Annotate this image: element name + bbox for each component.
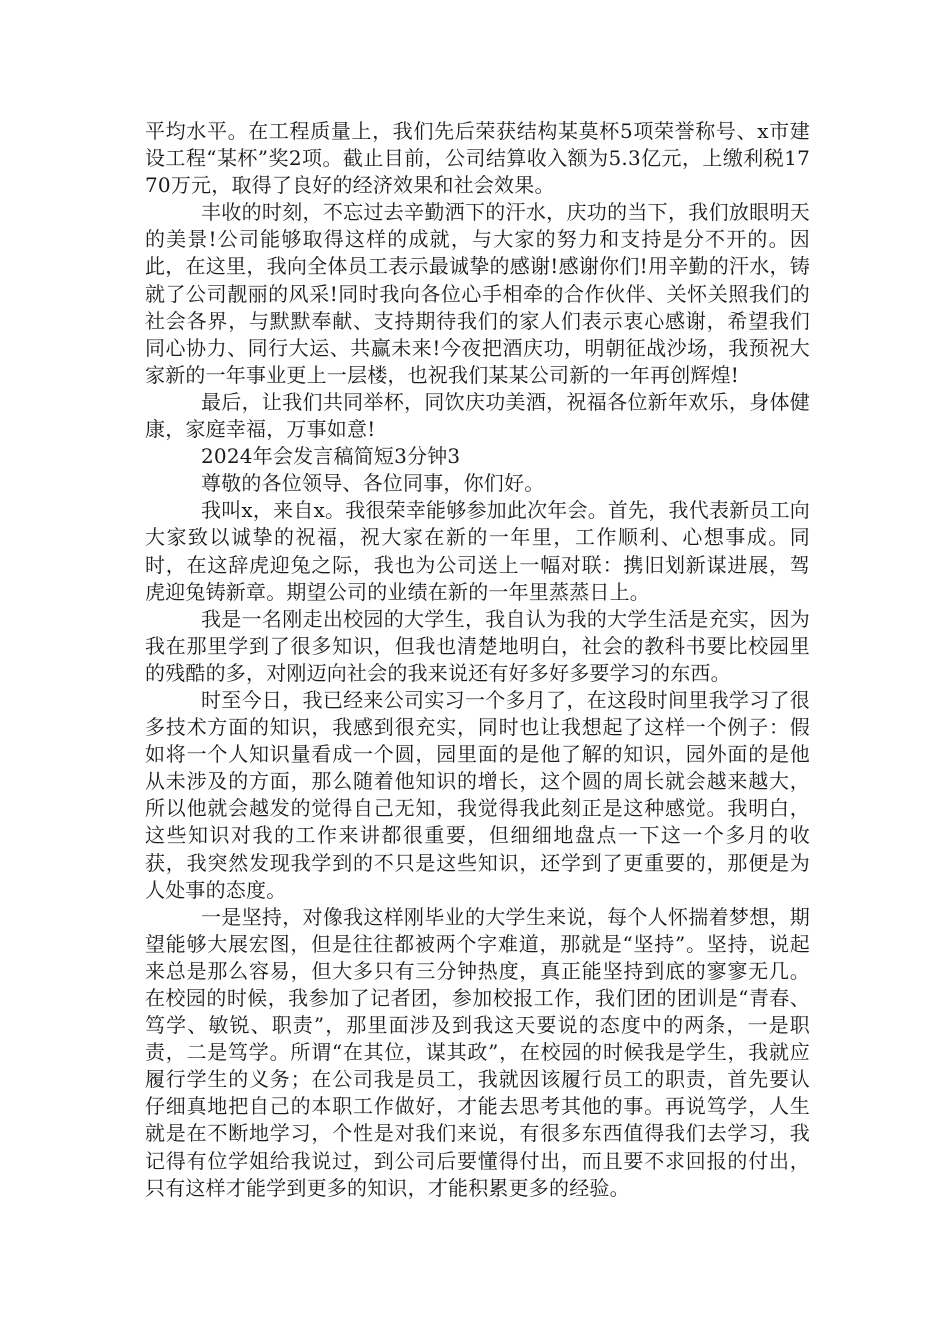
section-heading: 2024年会发言稿简短3分钟3	[201, 444, 461, 469]
paragraph-9: 一是坚持，对像我这样刚毕业的大学生来说，每个人怀揣着梦想，期望能够大展宏图，但是往往都被两个字难道，那就是“坚持”。坚持，说起来总是那么容易，但大多只有三分钟热度，真正能坚持到底的寥寥无几。在校园的时候，我参加了记者团，参加校报工作，我们团的团训是“青春、笃学、敏锐、职责”，那里面涉及到我这天要说的态度中的两条，一是职责，二是笃学。所谓“在其位，谋其政”，在校园的时候我是学生，我就应履行学生的义务；在公司我是员工，我就因该履行员工的职责，首先要认仔细真地把自己的本职工作做好，才能去思考其他的事。再说笃学，人生就是在不断地学习，个性是对我们来说，有很多东西值得我们去学习，我记得有位学姐给我说过，到公司后要懂得付出，而且要不求回报的付出，只有这样才能学到更多的知识，才能积累更多的经验。	[145, 904, 810, 1200]
paragraph-7: 我是一名刚走出校园的大学生，我自认为我的大学生活是充实，因为我在那里学到了很多知识，但我也清楚地明白，社会的教科书要比校园里的残酷的多，对刚迈向社会的我来说还有好多好多要学习的东西。	[145, 606, 810, 685]
paragraph-1: 平均水平。在工程质量上，我们先后荣获结构某莫杯5项荣誉称号、x市建设工程“某杯”奖2项。截止目前，公司结算收入额为5.3亿元，上缴利税1770万元，取得了良好的经济效果和社会效果。	[145, 119, 810, 198]
salutation: 尊敬的各位领导、各位同事，你们好。	[201, 471, 545, 496]
document-body	[145, 118, 810, 1202]
paragraph-3: 最后，让我们共同举杯，同饮庆功美酒，祝福各位新年欢乐，身体健康，家庭幸福，万事如意!	[145, 389, 810, 442]
paragraph-8: 时至今日，我已经来公司实习一个多月了，在这段时间里我学习了很多技术方面的知识，我感到很充实，同时也让我想起了这样一个例子：假如将一个人知识量看成一个圆，园里面的是他了解的知识，园外面的是他从未涉及的方面，那么随着他知识的增长，这个圆的周长就会越来越大，所以他就会越发的觉得自己无知，我觉得我此刻正是这种感觉。我明白，这些知识对我的工作来讲都很重要，但细细地盘点一下这一个多月的收获，我突然发现我学到的不只是这些知识，还学到了更重要的，那便是为人处事的态度。	[145, 687, 810, 902]
paragraph-2: 丰收的时刻，不忘过去辛勤洒下的汗水，庆功的当下，我们放眼明天的美景!公司能够取得这样的成就，与大家的努力和支持是分不开的。因此，在这里，我向全体员工表示最诚挚的感谢!感谢你们!用辛勤的汗水，铸就了公司靓丽的风采!同时我向各位心手相牵的合作伙伴、关怀关照我们的社会各界，与默默奉献、支持期待我们的家人们表示衷心感谢，希望我们同心协力、同行大运、共赢未来!今夜把酒庆功，明朝征战沙场，我预祝大家新的一年事业更上一层楼，也祝我们某某公司新的一年再创辉煌!	[145, 200, 810, 387]
paragraph-6: 我叫x，来自x。我很荣幸能够参加此次年会。首先，我代表新员工向大家致以诚挚的祝福，祝大家在新的一年里，工作顺利、心想事成。同时，在这辞虎迎兔之际，我也为公司送上一幅对联：携旧划新谋进展，驾虎迎兔铸新章。期望公司的业绩在新的一年里蒸蒸日上。	[145, 498, 810, 604]
